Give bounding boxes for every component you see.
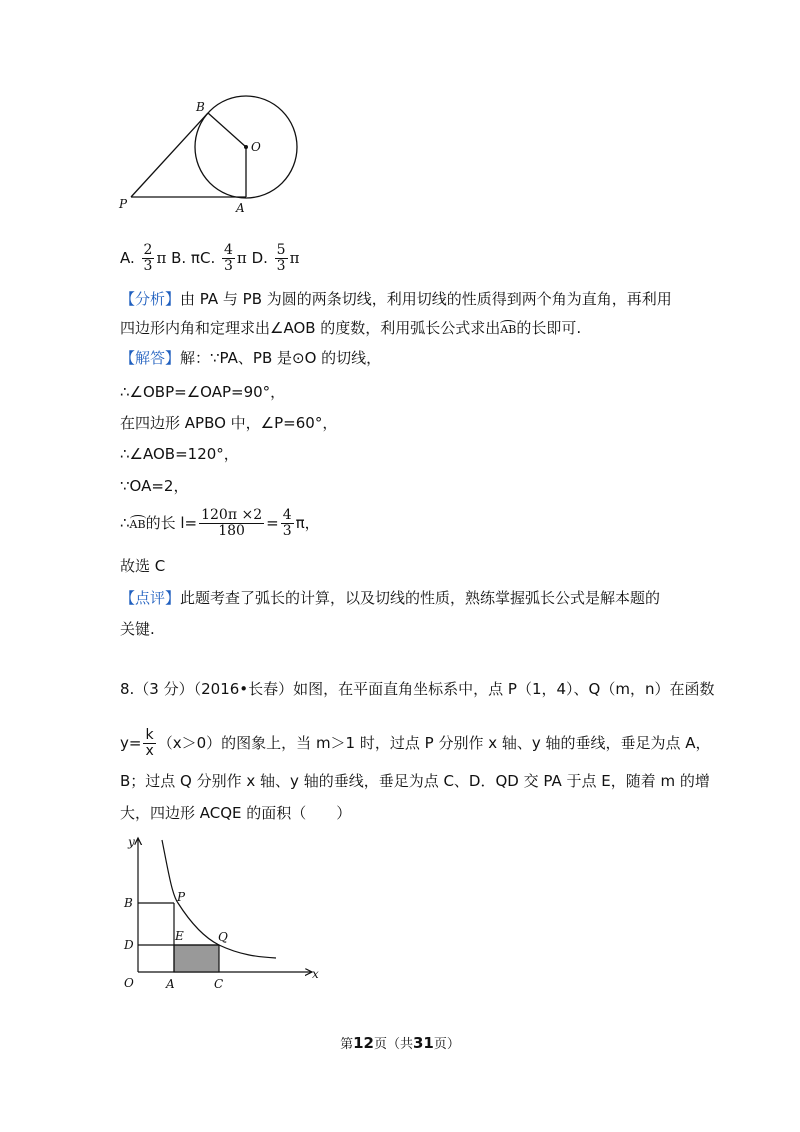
q8-line-2-text: （x＞0）的图象上，当 m＞1 时，过点 P 分别作 x 轴、y 轴的垂线，垂足为点 A， — [157, 734, 711, 752]
analysis-tag: 【分析】 — [120, 290, 181, 308]
solution-line-2: ∴∠OBP=∠OAP=90°， — [120, 383, 286, 401]
solution-line-4: ∴∠AOB=120°， — [120, 445, 239, 463]
solution-text-1: 解：∵PA、PB 是⊙O 的切线， — [180, 349, 382, 367]
label-o: O — [251, 140, 261, 154]
fig2-label-c: C — [214, 977, 224, 991]
fig2-label-x: x — [312, 967, 319, 981]
arc-length-label: 的长 l= — [145, 514, 198, 532]
result-frac: $\frac{4}{3}$ — [282, 507, 292, 539]
choice-a-frac: $\frac{2}{3}$ — [143, 242, 153, 274]
arc-length-frac: $\frac{120\pi \times 2}{180}$ — [201, 507, 263, 539]
q8-line-4: 大，四边形 ACQE 的面积（ ） — [120, 804, 352, 822]
label-a: A — [236, 201, 245, 215]
footer-total: 31 — [413, 1034, 434, 1052]
solution-line-3: 在四边形 APBO 中，∠P=60°， — [120, 414, 338, 432]
center-dot — [244, 145, 248, 149]
footer-mid: 页（共 — [373, 1037, 413, 1052]
label-p: P — [119, 197, 128, 211]
fig2-label-p: P — [177, 890, 186, 904]
solution-line-1 — [120, 348, 381, 368]
tangent-circle-figure — [110, 92, 310, 217]
arc-ab: AB — [500, 320, 516, 336]
q8-line-1: 8.（3 分）（2016•长春）如图，在平面直角坐标系中，点 P（1，4）、Q（m，n）在函数 — [120, 680, 715, 698]
choice-c-frac: $\frac{4}{3}$ — [224, 242, 233, 274]
radius-ob — [208, 113, 246, 147]
shaded-acqe — [174, 945, 219, 972]
analysis-text-2b: 的长即可. — [516, 319, 582, 337]
hyperbola-figure — [110, 828, 330, 993]
solution-line-6 — [120, 508, 320, 539]
choice-a-pi: π — [156, 249, 167, 267]
footer-pre: 第 — [340, 1037, 354, 1052]
comment-line-2: 关键. — [120, 620, 155, 638]
q8-k-over-x: $\frac{k}{x}$ — [145, 727, 154, 759]
solution-line-5: ∵OA=2， — [120, 477, 189, 495]
comment-line-1 — [120, 588, 660, 608]
q8-y-eq: y= — [120, 734, 142, 752]
fig2-label-e: E — [175, 929, 184, 943]
fig2-label-d: D — [124, 938, 134, 952]
q8-line-3: B；过点 Q 分别作 x 轴、y 轴的垂线，垂足为点 C、D．QD 交 PA 于点 E，随着 m 的增 — [120, 772, 710, 790]
choice-d-label: D. — [251, 249, 268, 267]
fig2-label-b: B — [124, 896, 133, 910]
result-pi: π， — [295, 514, 320, 532]
therefore-sign: ∴ — [120, 514, 130, 532]
comment-text-1: 此题考查了弧长的计算，以及切线的性质，熟练掌握弧长公式是解本题的 — [180, 589, 661, 607]
analysis-text-2a: 四边形内角和定理求出∠AOB 的度数，利用弧长公式求出 — [120, 319, 501, 337]
solution-line-7: 故选 C — [120, 557, 166, 575]
fig2-label-a: A — [166, 977, 175, 991]
fig2-label-o: O — [124, 976, 134, 990]
choice-d-pi: π — [289, 249, 300, 267]
choice-b-text: B. πC. — [171, 249, 216, 267]
footer-page: 12 — [353, 1034, 374, 1052]
footer-post: 页） — [433, 1037, 460, 1052]
choice-d-frac: $\frac{5}{3}$ — [276, 242, 286, 274]
analysis-line-1 — [120, 289, 672, 309]
choice-c-pi: π — [236, 249, 247, 267]
comment-tag: 【点评】 — [120, 589, 181, 607]
equals-sign: = — [266, 514, 279, 532]
solution-tag: 【解答】 — [120, 349, 181, 367]
page-footer — [0, 1033, 800, 1052]
fig2-label-y: y — [128, 835, 135, 849]
label-b: B — [196, 100, 205, 114]
choice-a-label: A. — [120, 249, 135, 267]
analysis-text-1: 由 PA 与 PB 为圆的两条切线，利用切线的性质得到两个角为直角，再利用 — [180, 290, 672, 308]
analysis-line-2 — [120, 318, 581, 338]
arc-ab-2: AB — [130, 515, 146, 531]
fig2-label-q: Q — [218, 930, 228, 944]
q8-line-2 — [120, 728, 711, 759]
answer-choices — [120, 243, 299, 274]
tangent-pb — [131, 113, 208, 197]
